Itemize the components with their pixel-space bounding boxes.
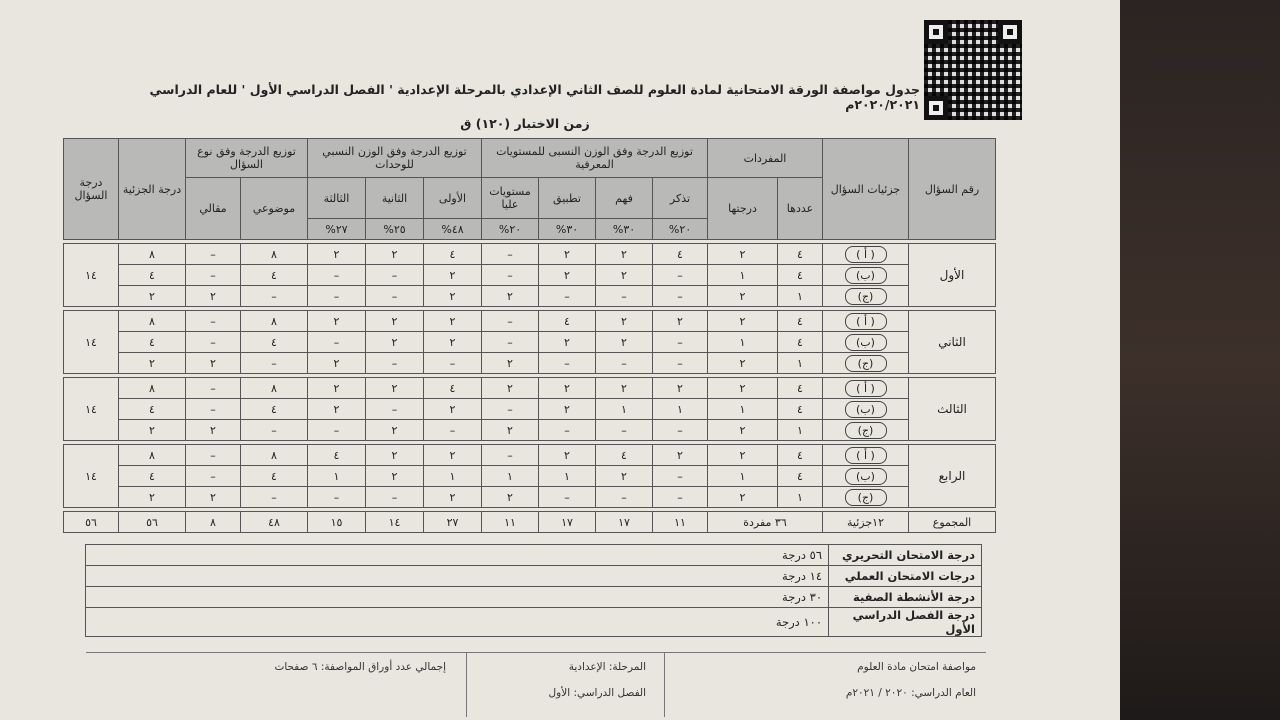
cell-unit3: ٢ (308, 311, 366, 332)
header-higher-pct: ٢٠% (482, 219, 539, 240)
part-label: (ج) (845, 288, 887, 305)
sum-apply: ١٧ (539, 512, 596, 533)
cell-unit3: – (308, 286, 366, 307)
cell-higher: ٢ (482, 286, 539, 307)
cell-essay: – (186, 311, 241, 332)
sum-parts: ١٢جزئية (823, 512, 909, 533)
cell-essay: – (186, 399, 241, 420)
table-row (64, 311, 996, 332)
cell-remember: – (653, 353, 708, 374)
cell-unit2: – (366, 286, 424, 307)
cell-items-count: ١ (778, 487, 823, 508)
cell-objective: ٤ (241, 265, 308, 286)
cell-understand: – (596, 353, 653, 374)
total-practical-label: درجات الامتحان العملي (829, 566, 982, 587)
cell-understand: ٢ (596, 332, 653, 353)
cell-remember: – (653, 286, 708, 307)
exam-duration: زمن الاختبار (١٢٠) ق (460, 116, 590, 131)
sum-unit2: ١٤ (366, 512, 424, 533)
cell-essay: ٢ (186, 353, 241, 374)
question-label: الثاني (909, 311, 996, 374)
cell-part-degree: ٢ (119, 286, 186, 307)
question-total: ١٤ (64, 244, 119, 307)
cell-unit3: ٢ (308, 244, 366, 265)
cell-unit2: ٢ (366, 311, 424, 332)
cell-items-degree: ٢ (708, 378, 778, 399)
header-apply: تطبيق (539, 178, 596, 219)
cell-understand: – (596, 487, 653, 508)
cell-unit3: ٢ (308, 378, 366, 399)
total-written-value: ٥٦ درجة (86, 545, 829, 566)
total-practical-value: ١٤ درجة (86, 566, 829, 587)
cell-unit1: ٢ (424, 399, 482, 420)
page-footer (86, 652, 986, 717)
part-label: ( أ ) (845, 313, 887, 330)
header-unit1: الأولى (424, 178, 482, 219)
table-row (64, 487, 996, 508)
cell-apply: ٢ (539, 244, 596, 265)
cell-apply: – (539, 353, 596, 374)
cell-objective: – (241, 420, 308, 441)
cell-part-degree: ٤ (119, 332, 186, 353)
cell-objective: ٨ (241, 445, 308, 466)
footer-year: العام الدراسي: ٢٠٢٠ / ٢٠٢١م (845, 687, 976, 699)
cell-apply: ٢ (539, 378, 596, 399)
sum-question-degree: ٥٦ (64, 512, 119, 533)
cell-apply: ٤ (539, 311, 596, 332)
part-label: (ج) (845, 355, 887, 372)
cell-remember: – (653, 466, 708, 487)
cell-higher: ٢ (482, 487, 539, 508)
cell-apply: ٢ (539, 265, 596, 286)
cell-unit3: – (308, 265, 366, 286)
cell-higher: – (482, 445, 539, 466)
cell-items-degree: ٢ (708, 244, 778, 265)
cell-apply: ٢ (539, 332, 596, 353)
cell-unit1: ٤ (424, 378, 482, 399)
cell-remember: – (653, 332, 708, 353)
table-row (64, 265, 996, 286)
cell-items-degree: ٢ (708, 311, 778, 332)
cell-remember: ٤ (653, 244, 708, 265)
cell-items-degree: ١ (708, 332, 778, 353)
cell-items-degree: ٢ (708, 487, 778, 508)
sum-understand: ١٧ (596, 512, 653, 533)
cell-unit2: ٢ (366, 378, 424, 399)
part-label: ( أ ) (845, 447, 887, 464)
cell-objective: ٤ (241, 332, 308, 353)
header-question-degree: درجة السؤال (64, 139, 119, 240)
footer-term: الفصل الدراسي: الأول (548, 687, 646, 699)
question-total: ١٤ (64, 311, 119, 374)
cell-unit1: – (424, 420, 482, 441)
cell-unit1: ٢ (424, 445, 482, 466)
cell-unit1: ٤ (424, 244, 482, 265)
header-cognitive: توزيع الدرجة وفق الوزن النسبى للمستويات المعرفية (482, 139, 708, 178)
cell-essay: – (186, 265, 241, 286)
question-label: الرابع (909, 445, 996, 508)
sum-label: المجموع (909, 512, 996, 533)
cell-understand: ٢ (596, 311, 653, 332)
question-label: الأول (909, 244, 996, 307)
cell-essay: – (186, 466, 241, 487)
table-row (64, 445, 996, 466)
cell-items-degree: ٢ (708, 353, 778, 374)
cell-unit2: ٢ (366, 466, 424, 487)
cell-remember: – (653, 420, 708, 441)
total-activities-value: ٣٠ درجة (86, 587, 829, 608)
header-qtype: توزيع الدرجة وفق نوع السؤال (186, 139, 308, 178)
total-term-value: ١٠٠ درجة (86, 608, 829, 637)
cell-unit2: ٢ (366, 332, 424, 353)
header-parts: جزئيات السؤال (823, 139, 909, 240)
table-row (64, 286, 996, 307)
cell-essay: – (186, 332, 241, 353)
cell-items-count: ٤ (778, 378, 823, 399)
cell-higher: ٢ (482, 353, 539, 374)
sum-unit1: ٢٧ (424, 512, 482, 533)
cell-items-count: ١ (778, 286, 823, 307)
cell-essay: – (186, 244, 241, 265)
background-fabric (1100, 0, 1280, 720)
cell-objective: ٨ (241, 311, 308, 332)
sum-essay: ٨ (186, 512, 241, 533)
cell-items-count: ٤ (778, 332, 823, 353)
header-unit3-pct: ٢٧% (308, 219, 366, 240)
cell-items-degree: ٢ (708, 286, 778, 307)
header-unit3: الثالثة (308, 178, 366, 219)
cell-remember: ٢ (653, 311, 708, 332)
cell-understand: – (596, 286, 653, 307)
part-label: (ب) (845, 401, 887, 418)
cell-higher: – (482, 265, 539, 286)
cell-understand: – (596, 420, 653, 441)
cell-unit1: ٢ (424, 311, 482, 332)
sum-items: ٣٦ مفردة (708, 512, 823, 533)
part-label: ( أ ) (845, 380, 887, 397)
cell-remember: – (653, 487, 708, 508)
cell-understand: ١ (596, 399, 653, 420)
total-term-label: درجة الفصل الدراسي الأول (829, 608, 982, 637)
cell-objective: ٤ (241, 399, 308, 420)
cell-unit3: ١ (308, 466, 366, 487)
header-unit2: الثانية (366, 178, 424, 219)
cell-remember: ٢ (653, 378, 708, 399)
sum-higher: ١١ (482, 512, 539, 533)
cell-essay: ٢ (186, 286, 241, 307)
part-label: (ب) (845, 468, 887, 485)
footer-pages: إجمالي عدد أوراق المواصفة: ٦ صفحات (274, 661, 446, 673)
total-written-label: درجة الامتحان التحريري (829, 545, 982, 566)
cell-unit3: – (308, 487, 366, 508)
cell-part-degree: ٨ (119, 445, 186, 466)
header-higher: مستويات عليا (482, 178, 539, 219)
cell-items-degree: ١ (708, 399, 778, 420)
cell-understand: ٢ (596, 265, 653, 286)
part-label: (ج) (845, 422, 887, 439)
part-label: (ب) (845, 267, 887, 284)
cell-items-count: ١ (778, 353, 823, 374)
totals-table (85, 544, 982, 637)
cell-items-degree: ٢ (708, 445, 778, 466)
cell-unit1: ٢ (424, 286, 482, 307)
table-row (64, 399, 996, 420)
header-question-no: رقم السؤال (909, 139, 996, 240)
cell-unit1: ١ (424, 466, 482, 487)
cell-items-count: ٤ (778, 265, 823, 286)
cell-unit3: – (308, 332, 366, 353)
cell-part-degree: ٨ (119, 378, 186, 399)
cell-items-count: ١ (778, 420, 823, 441)
question-label: الثالث (909, 378, 996, 441)
cell-part-degree: ٤ (119, 265, 186, 286)
cell-understand: ٢ (596, 244, 653, 265)
table-row (64, 244, 996, 265)
cell-unit2: ٢ (366, 244, 424, 265)
cell-essay: ٢ (186, 420, 241, 441)
sum-part-degree: ٥٦ (119, 512, 186, 533)
sum-remember: ١١ (653, 512, 708, 533)
cell-part-degree: ٨ (119, 244, 186, 265)
cell-part-degree: ٨ (119, 311, 186, 332)
sum-objective: ٤٨ (241, 512, 308, 533)
cell-unit2: – (366, 487, 424, 508)
header-items-degree: درجتها (708, 178, 778, 240)
spec-table (63, 138, 996, 533)
cell-part-degree: ٢ (119, 420, 186, 441)
cell-unit1: – (424, 353, 482, 374)
cell-objective: – (241, 286, 308, 307)
part-label: (ب) (845, 334, 887, 351)
header-objective: موضوعي (241, 178, 308, 240)
table-row (64, 420, 996, 441)
header-understand-pct: ٣٠% (596, 219, 653, 240)
qr-code-icon (924, 20, 1022, 120)
cell-higher: – (482, 244, 539, 265)
question-total: ١٤ (64, 445, 119, 508)
header-unit2-pct: ٢٥% (366, 219, 424, 240)
cell-items-count: ٤ (778, 244, 823, 265)
cell-objective: ٨ (241, 244, 308, 265)
part-label: (ج) (845, 489, 887, 506)
cell-unit3: ٢ (308, 353, 366, 374)
cell-higher: ٢ (482, 420, 539, 441)
cell-part-degree: ٢ (119, 353, 186, 374)
header-remember: تذكر (653, 178, 708, 219)
cell-items-degree: ١ (708, 265, 778, 286)
cell-unit1: ٢ (424, 332, 482, 353)
cell-understand: ٢ (596, 466, 653, 487)
header-units: توزيع الدرجة وفق الوزن النسبي للوحدات (308, 139, 482, 178)
footer-stage: المرحلة: الإعدادية (568, 661, 646, 673)
header-essay: مقالي (186, 178, 241, 240)
cell-items-count: ٤ (778, 399, 823, 420)
part-label: ( أ ) (845, 246, 887, 263)
sum-row (64, 512, 996, 533)
cell-higher: ١ (482, 466, 539, 487)
cell-unit3: ٢ (308, 399, 366, 420)
cell-apply: ٢ (539, 399, 596, 420)
cell-higher: ٢ (482, 378, 539, 399)
header-unit1-pct: ٤٨% (424, 219, 482, 240)
cell-remember: ١ (653, 399, 708, 420)
header-apply-pct: ٣٠% (539, 219, 596, 240)
cell-unit3: – (308, 420, 366, 441)
cell-higher: – (482, 399, 539, 420)
cell-unit2: – (366, 265, 424, 286)
cell-items-degree: ٢ (708, 420, 778, 441)
cell-part-degree: ٢ (119, 487, 186, 508)
question-total: ١٤ (64, 378, 119, 441)
cell-essay: – (186, 445, 241, 466)
table-row (64, 332, 996, 353)
cell-unit2: ٢ (366, 420, 424, 441)
header-remember-pct: ٢٠% (653, 219, 708, 240)
total-activities-label: درجة الأنشطة الصفية (829, 587, 982, 608)
page-title: جدول مواصفة الورقة الامتحانية لمادة العلوم للصف الثاني الإعدادي بالمرحلة الإعدادية ' الفصل الدراسي الأول ' للعام الدراسي ٢٠٢٠/٢٠٢١م (149, 82, 920, 112)
cell-items-count: ٤ (778, 466, 823, 487)
cell-items-count: ٤ (778, 445, 823, 466)
cell-higher: – (482, 332, 539, 353)
footer-spec-title: مواصفة امتحان مادة العلوم (857, 661, 976, 673)
cell-apply: ١ (539, 466, 596, 487)
cell-apply: – (539, 487, 596, 508)
cell-part-degree: ٤ (119, 466, 186, 487)
cell-unit3: ٤ (308, 445, 366, 466)
cell-unit1: ٢ (424, 487, 482, 508)
cell-objective: – (241, 487, 308, 508)
table-row (64, 353, 996, 374)
table-row (64, 378, 996, 399)
cell-apply: – (539, 286, 596, 307)
cell-essay: ٢ (186, 487, 241, 508)
header-items: المفردات (708, 139, 823, 178)
cell-items-degree: ١ (708, 466, 778, 487)
cell-apply: ٢ (539, 445, 596, 466)
cell-higher: – (482, 311, 539, 332)
cell-unit2: ٢ (366, 445, 424, 466)
cell-remember: – (653, 265, 708, 286)
cell-objective: ٨ (241, 378, 308, 399)
header-part-degree: درجة الجزئية (119, 139, 186, 240)
cell-objective: ٤ (241, 466, 308, 487)
cell-remember: ٢ (653, 445, 708, 466)
cell-unit2: – (366, 353, 424, 374)
cell-essay: – (186, 378, 241, 399)
header-understand: فهم (596, 178, 653, 219)
cell-items-count: ٤ (778, 311, 823, 332)
cell-apply: – (539, 420, 596, 441)
table-row (64, 466, 996, 487)
header-items-count: عددها (778, 178, 823, 240)
cell-part-degree: ٤ (119, 399, 186, 420)
cell-unit2: – (366, 399, 424, 420)
cell-understand: ٢ (596, 378, 653, 399)
sum-unit3: ١٥ (308, 512, 366, 533)
cell-objective: – (241, 353, 308, 374)
cell-understand: ٤ (596, 445, 653, 466)
cell-unit1: ٢ (424, 265, 482, 286)
